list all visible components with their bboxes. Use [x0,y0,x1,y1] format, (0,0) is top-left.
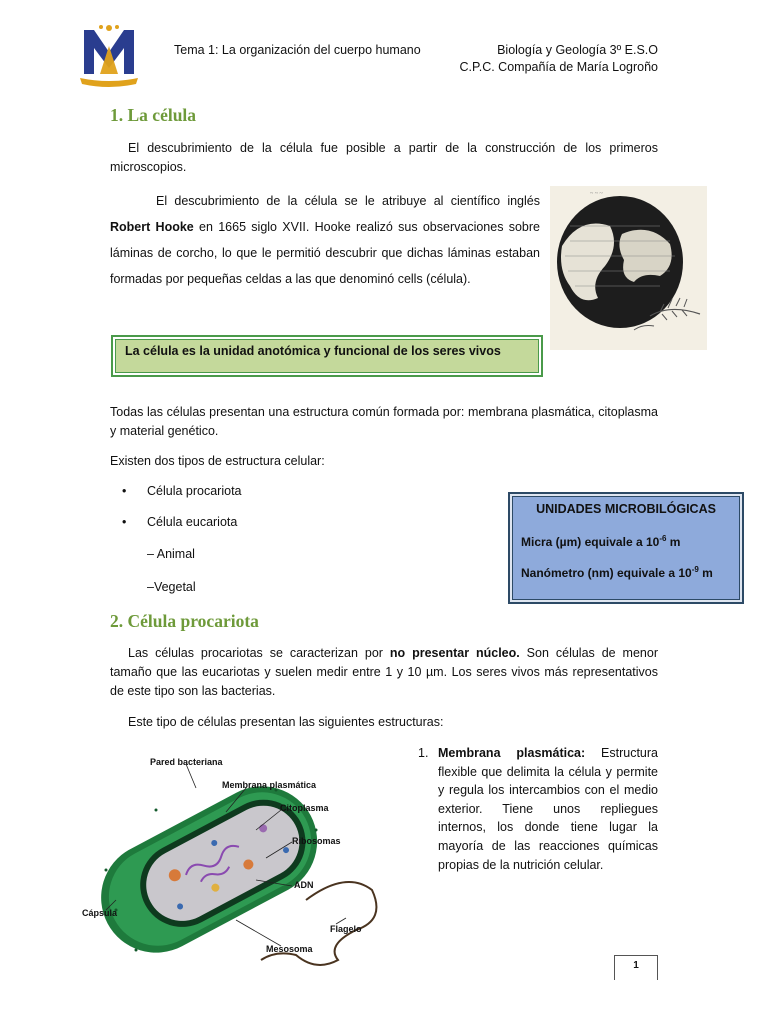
units-nano-exponent: -9 [691,565,699,574]
header-course: Biología y Geología 3º E.S.O [497,43,658,57]
hooke-text-c: célula). [430,272,471,286]
paragraph-common-structure: Todas las células presentan una estructura común formada por: membrana plasmática, citoplasma y material genético. [110,405,658,438]
paragraph-hooke [110,188,540,292]
paragraph-procariotas [110,644,658,701]
paragraph-discovery-text: El descubrimiento de la célula fue posible a partir de la construcción de los primeros microscopios. [110,141,658,174]
sublist-item-vegetal: –Vegetal [147,580,196,594]
procariotas-text-a: Las células procariotas se caracterizan por [128,646,390,660]
label-ribosomas: Ribosomas [292,836,341,846]
list-number-1: 1. [418,746,429,760]
units-nano-text: Nanómetro (nm) equivale a 10 [521,566,692,580]
list-item-membrana-title: Membrana plasmática: [438,746,586,760]
label-citoplasma: Citoplasma [280,803,329,813]
label-pared: Pared bacteriana [150,757,223,767]
units-box [508,492,744,604]
bullet-label: Célula procariota [147,484,242,498]
section-title-cell: 1. La célula [110,105,197,125]
label-capsula: Cápsula [82,908,118,918]
paragraph-discovery [110,139,658,177]
units-title: UNIDADES MICROBILÓGICAS [536,502,716,516]
page-number: 1 [633,960,639,971]
prokaryote-diagram [76,750,386,972]
header-school: C.P.C. Compañía de María Logroño [459,60,658,74]
school-logo [78,22,140,88]
hooke-text-a: El descubrimiento de la célula se le atribuye al científico inglés [156,194,540,208]
page-number-box [614,955,658,980]
sublist-item-animal: – Animal [147,547,195,561]
list-item-eucariota [122,515,238,529]
definition-callout [111,335,543,377]
header-topic: Tema 1: La organización del cuerpo humano [174,43,421,57]
procariotas-text-c: Son células de menor tamaño que las eucariotas y suelen medir entre 1 y 10 µm. Los seres vivos más representativos de este tipo son las bacterias. [110,646,658,698]
definition-callout-text: La célula es la unidad anotómica y funcional de los seres vivos [125,344,501,358]
hooke-text-b: en 1665 siglo XVII. Hooke realizó sus observaciones sobre láminas de corcho, lo que le permitió descubrir que dichas láminas estaban formadas por pequeñas celdas a las que denominó cells ( [110,220,540,286]
bullet-label: Célula eucariota [147,515,238,529]
svg-text:~ ~ ~: ~ ~ ~ [590,191,603,197]
units-micra-text: Micra (µm) equivale a 10 [521,535,660,549]
hooke-cork-illustration [550,186,707,350]
paragraph-structures-intro: Este tipo de células presentan las siguientes estructuras: [128,715,444,729]
paragraph-two-types: Existen dos tipos de estructura celular: [110,454,325,468]
units-nano-unit: m [698,566,713,580]
list-item-membrana [438,744,658,874]
section-title-procariota: 2. Célula procariota [110,611,259,631]
procariotas-no-nucleo: no presentar núcleo. [389,646,520,660]
units-micra-exponent: -6 [659,534,667,543]
label-flagelo: Flagelo [330,924,362,934]
units-micra-unit: m [666,535,681,549]
label-mesosoma: Mesosoma [266,944,313,954]
label-membrana: Membrana plasmática [222,780,317,790]
bullet-dot: • [122,484,127,498]
list-item-procariota [122,484,242,498]
units-nano [521,565,713,580]
label-adn: ADN [294,880,314,890]
bullet-dot: • [122,515,127,529]
units-micra [521,534,680,549]
hooke-name: Robert Hooke [110,220,194,234]
list-item-membrana-text: Estructura flexible que delimita la célula y permite y regula los intercambios con el medio exterior. Tiene unos repliegues internos, los donde tiene lugar la mayoría de las reacciones químicas propias de la nutrición celular. [438,746,658,872]
